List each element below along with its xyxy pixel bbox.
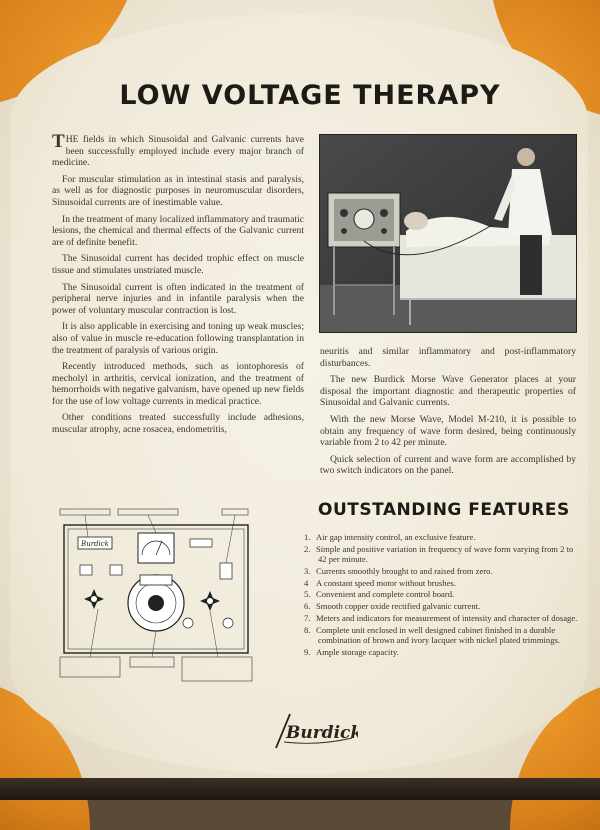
left-column-text [52, 131, 304, 441]
treatment-photo-illustration [320, 135, 576, 332]
feature-item: 7. Meters and indicators for measurement of intensity and character of dosage. [304, 612, 578, 623]
burdick-logo-mark [268, 708, 358, 754]
body-paragraph: With the new Morse Wave, Model M-210, it is possible to obtain any frequency of wave form desired, being continuously variable from 2 to 42 per minute. [320, 413, 576, 449]
body-paragraph: The new Burdick Morse Wave Generator places at your disposal the important diagnostic and therapeutic properties of Sinusoidal and Galvanic currents. [320, 374, 576, 409]
feature-item: 9. Ample storage capacity. [304, 646, 399, 657]
feature-item: 8. Complete unit enclosed in well designed cabinet finished in a durable combination of brown and ivory lacquer with nickel plated trimmings. [304, 624, 561, 645]
page-title: LOW VOLTAGE THERAPY [119, 80, 501, 111]
table-edge-shadow [0, 778, 600, 800]
body-paragraph: neuritis and similar inflammatory and post-inflammatory disturbances. [320, 346, 576, 369]
body-paragraph: The Sinusoidal current is often indicated in the treatment of peripheral nerve injuries and in infantile paralysis when the power of voluntary muscular contraction is lost. [52, 281, 304, 316]
feature-item: 3. Currents smoothly brought to and raised from zero. [304, 565, 493, 576]
feature-item: 5. Convenient and complete control board. [304, 589, 455, 600]
body-paragraph: It is also applicable in exercising and toning up weak muscles; also of value in muscle re-education following transplantation in the treatment of paralysis of various origin. [52, 321, 304, 356]
control-panel-drawing [58, 507, 254, 683]
feature-item: 4 A constant speed motor without brushes. [304, 577, 456, 588]
body-paragraph: Other conditions treated successfully include adhesions, muscular atrophy, acne rosacea, endometritis, [52, 412, 304, 436]
body-paragraph: In the treatment of many localized inflammatory and traumatic lesions, the chemical and thermal effects of the Galvanic current are of definite benefit. [52, 213, 304, 248]
burdick-signature-logo [268, 708, 358, 754]
body-paragraph: The Sinusoidal current has decided trophic effect on muscle tissue and stimulates unstriated muscle. [52, 253, 304, 276]
signature-text: Burdick [286, 723, 358, 743]
intro-paragraph: THE fields in which Sinusoidal and Galvanic currents have been successfully employed include every major branch of medicine. [52, 131, 304, 169]
right-column-text [320, 346, 576, 482]
treatment-photo [319, 134, 577, 333]
feature-item: 6. Smooth copper oxide rectified galvanic current. [304, 601, 481, 612]
control-panel-diagram [58, 507, 254, 683]
features-heading: OUTSTANDING FEATURES [318, 500, 570, 520]
body-paragraph: Quick selection of current and wave form are accomplished by two switch indicators on the panel. [320, 453, 576, 477]
body-paragraph: Recently introduced methods, such as iontophoresis of mecholyl in arthritis, cervical ionization, and the treatment of hemorrhoids with negative galvanism, have opened up new fields for the use of low voltage currents in medical practice. [52, 361, 304, 407]
body-paragraph: For muscular stimulation as in intestinal stasis and paralysis, as well as for diagnostic purposes in neuromuscular disorders, Sinusoidal currents are of inestimable value. [52, 173, 304, 208]
feature-item: 2. Simple and positive variation in frequency of wave form varying from 2 to 42 per minute. [304, 543, 574, 564]
drop-cap: T [52, 131, 65, 152]
feature-item: 1. Air gap intensity control, an exclusive feature. [304, 532, 476, 542]
features-list [300, 532, 582, 659]
panel-brand-label: Burdick [81, 540, 109, 548]
